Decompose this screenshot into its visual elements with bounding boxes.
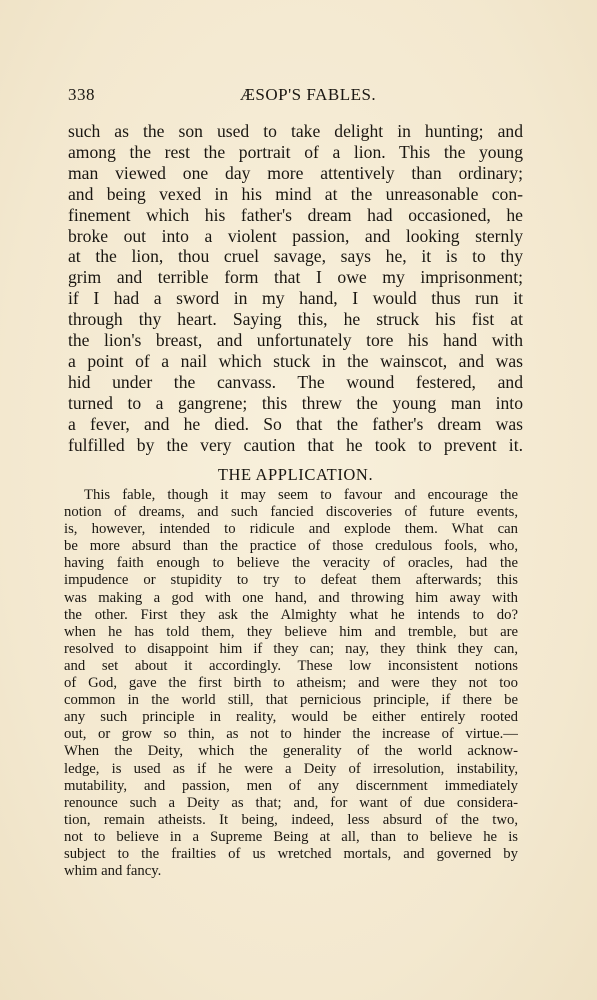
fable-text <box>68 121 523 456</box>
text-line: be more absurd than the practice of those credulous fools, who, <box>64 538 518 555</box>
text-line: common in the world still, that pernicious principle, if there be <box>64 692 518 709</box>
text-line: resolved to disappoint him if they can; nay, they think they can, <box>64 640 518 657</box>
text-line: finement which his father's dream had occasioned, he <box>68 204 523 225</box>
text-line: the lion's breast, and unfortunately tore his hand with <box>68 330 523 351</box>
text-line: whim and fancy. <box>64 863 162 880</box>
text-line: not to believe in a Supreme Being at all, than to believe he is <box>64 828 518 845</box>
text-line: When the Deity, which the generality of the world acknow- <box>64 743 518 760</box>
text-line: man viewed one day more attentively than ordinary; <box>68 162 523 183</box>
running-title: ÆSOP'S FABLES. <box>239 85 377 104</box>
page-number: 338 <box>68 85 95 104</box>
application-heading: THE APPLICATION. <box>217 465 374 484</box>
text-line: was making a god with one hand, and throwing him away with <box>64 589 518 606</box>
text-line: mutability, and passion, men of any discernment immediately <box>64 777 518 794</box>
text-line: and set about it accordingly. These low inconsistent notions <box>64 657 518 674</box>
text-line: grim and terrible form that I owe my imprisonment; <box>68 267 523 288</box>
text-line: through thy heart. Saying this, he struck his fist at <box>68 309 523 330</box>
application-text <box>64 487 518 880</box>
text-line: having faith enough to believe the veracity of oracles, had the <box>64 555 518 572</box>
text-line: and being vexed in his mind at the unreasonable con- <box>68 183 523 204</box>
text-line: tion, remain atheists. It being, indeed, less absurd of the two, <box>64 811 518 828</box>
text-line: a fever, and he died. So that the father's dream was <box>68 413 523 434</box>
text-line: ledge, is used as if he were a Deity of irresolution, instability, <box>64 760 518 777</box>
text-line: subject to the frailties of us wretched mortals, and governed by <box>64 845 518 862</box>
page-header <box>68 85 526 109</box>
text-line: of God, gave the first birth to atheism; and were they not too <box>64 675 518 692</box>
text-line: fulfilled by the very caution that he took to prevent it. <box>68 434 523 455</box>
text-line: if I had a sword in my hand, I would thus run it <box>68 288 523 309</box>
text-line: at the lion, thou cruel savage, says he, it is to thy <box>68 246 523 267</box>
text-line: among the rest the portrait of a lion. This the young <box>68 141 523 162</box>
text-line: a point of a nail which stuck in the wainscot, and was <box>68 350 523 371</box>
text-line: broke out into a violent passion, and looking sternly <box>68 225 523 246</box>
text-line: turned to a gangrene; this threw the young man into <box>68 392 523 413</box>
text-line: any such principle in reality, would be either entirely rooted <box>64 709 518 726</box>
text-line: This fable, though it may seem to favour and encourage the <box>84 487 518 503</box>
text-line: the other. First they ask the Almighty what he intends to do? <box>64 606 518 623</box>
text-line: hid under the canvass. The wound festered, and <box>68 371 523 392</box>
text-line: such as the son used to take delight in hunting; and <box>68 121 523 141</box>
text-line: impudence or stupidity to try to defeat them afterwards; this <box>64 572 518 589</box>
text-line: renounce such a Deity as that; and, for want of due considera- <box>64 794 518 811</box>
text-line: when he has told them, they believe him and tremble, but are <box>64 623 518 640</box>
text-line: is, however, intended to ridicule and explode them. What can <box>64 521 518 538</box>
text-line: out, or grow so thin, as not to hinder the increase of virtue.— <box>64 726 518 743</box>
text-line: notion of dreams, and such fancied discoveries of future events, <box>64 504 518 521</box>
